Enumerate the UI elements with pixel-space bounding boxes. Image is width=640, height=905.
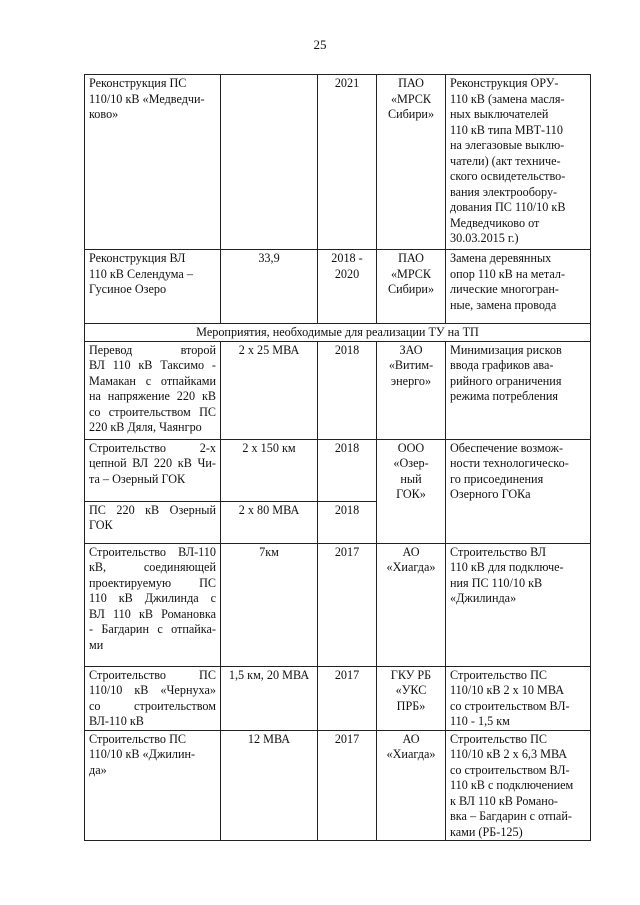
project-name-cell: Строительство 2-х цепной ВЛ 220 кВ Чи- та – Озерный ГОК [85, 439, 221, 501]
year-cell: 2017 [318, 543, 377, 666]
table-row [85, 250, 591, 324]
table-row [85, 341, 591, 439]
page-number: 25 [313, 37, 327, 52]
year-cell: 2018 [318, 501, 377, 543]
capacity-cell: 2 х 25 МВА [221, 341, 318, 439]
project-name-cell: ПС 220 кВ Озерный ГОК [85, 501, 221, 543]
capacity-cell: 2 х 150 км [221, 439, 318, 501]
project-name-cell: Строительство ПС 110/10 кВ «Чернуха» со строительством ВЛ-110 кВ [85, 666, 221, 730]
note-cell: Обеспечение возмож- ности технологическо- го присоединения Озерного ГОКа [446, 439, 591, 543]
project-name-cell: Строительство ПС 110/10 кВ «Джилин- да» [85, 730, 221, 841]
section-header-row [85, 324, 591, 342]
note-cell: Реконструкция ОРУ- 110 кВ (замена масля- ных выключателей 110 кВ типа МВТ-110 на элегазовые выклю- чатели) (акт техниче- ского освидетельство- вания электрообору- дования ПС 110/10 кВ Медведчиково от 30.03.2015 г.) [446, 75, 591, 250]
year-cell: 2018 - 2020 [318, 250, 377, 324]
note-cell: Строительство ВЛ 110 кВ для подключе- ния ПС 110/10 кВ «Джилинда» [446, 543, 591, 666]
year-cell: 2018 [318, 439, 377, 501]
organization-cell: ГКУ РБ «УКС ПРБ» [377, 666, 446, 730]
year-cell: 2018 [318, 341, 377, 439]
organization-cell: ПАО «МРСК Сибири» [377, 250, 446, 324]
project-name-cell: Реконструкция ВЛ 110 кВ Селендума – Гусиное Озеро [85, 250, 221, 324]
project-name-cell: Реконструкция ПС 110/10 кВ «Медведчи- ково» [85, 75, 221, 250]
year-cell: 2021 [318, 75, 377, 250]
measures-table [84, 74, 591, 841]
capacity-cell [221, 75, 318, 250]
organization-cell: АО «Хиагда» [377, 543, 446, 666]
table-row [85, 439, 591, 501]
capacity-cell: 33,9 [221, 250, 318, 324]
section-header: Мероприятия, необходимые для реализации ТУ на ТП [85, 324, 591, 342]
capacity-cell: 1,5 км, 20 МВА [221, 666, 318, 730]
capacity-cell: 2 х 80 МВА [221, 501, 318, 543]
capacity-cell: 7км [221, 543, 318, 666]
note-cell: Строительство ПС 110/10 кВ 2 х 6,3 МВА со строительством ВЛ- 110 кВ с подключением к ВЛ 110 кВ Романо- вка – Багдарин с отпай- ками (РБ-125) [446, 730, 591, 841]
organization-cell: АО «Хиагда» [377, 730, 446, 841]
organization-cell: ПАО «МРСК Сибири» [377, 75, 446, 250]
year-cell: 2017 [318, 666, 377, 730]
year-cell: 2017 [318, 730, 377, 841]
table-row [85, 75, 591, 250]
organization-cell: ЗАО «Витим- энерго» [377, 341, 446, 439]
project-name-cell: Перевод второй ВЛ 110 кВ Таксимо - Мамакан с отпайками на напряжение 220 кВ со строительством ПС 220 кВ Дяля, Чаянгро [85, 341, 221, 439]
note-cell: Замена деревянных опор 110 кВ на метал- лические многогран- ные, замена провода [446, 250, 591, 324]
table-row [85, 666, 591, 730]
capacity-cell: 12 МВА [221, 730, 318, 841]
table-row [85, 730, 591, 841]
table-row [85, 543, 591, 666]
note-cell: Минимизация рисков ввода графиков ава- рийного ограничения режима потребления [446, 341, 591, 439]
project-name-cell: Строительство ВЛ-110 кВ, соединяющей проектируемую ПС 110 кВ Джилинда с ВЛ 110 кВ Романовка - Багдарин с отпайка- ми [85, 543, 221, 666]
organization-cell: ООО «Озер- ный ГОК» [377, 439, 446, 543]
note-cell: Строительство ПС 110/10 кВ 2 х 10 МВА со строительством ВЛ- 110 - 1,5 км [446, 666, 591, 730]
